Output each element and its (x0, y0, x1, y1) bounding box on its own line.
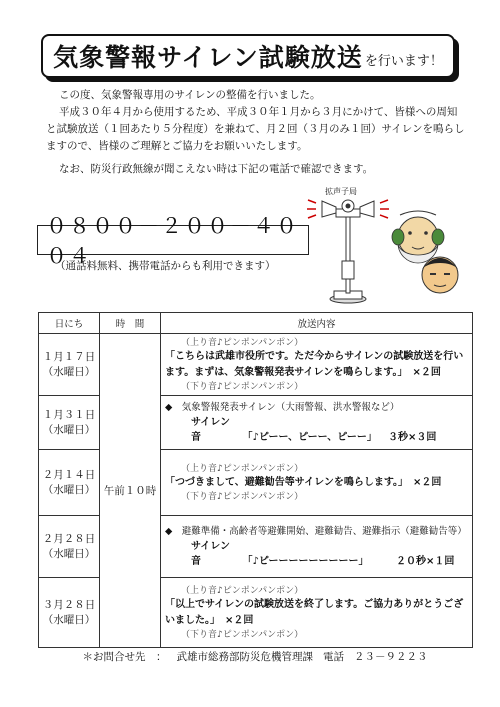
day-text: （水曜日） (42, 613, 96, 626)
siren-type-text: ◆ 気象警報発表サイレン（大雨警報、洪水警報など） (165, 402, 400, 413)
day-text: （水曜日） (42, 547, 96, 560)
day-text: （水曜日） (42, 423, 96, 436)
chime-up-text: （上り音♪ピンポンパンポン） (181, 585, 304, 596)
column-header-time: 時 間 (100, 313, 161, 334)
table-header-row (39, 313, 473, 334)
contact-tel-label: 電話 (323, 651, 344, 663)
intro-paragraph: なお、防災行政無線が聞こえない時は下記の電話で確認できます。 (59, 163, 374, 175)
contact-label: ＊お問合せ先 ： (82, 651, 167, 663)
date-text: １月３１日 (42, 408, 96, 421)
column-header-content: 放送内容 (161, 313, 473, 334)
intro-paragraph: この度、気象警報専用のサイレンの整備を行いました。 (59, 89, 321, 101)
elder-face-icon (392, 211, 444, 263)
siren-pole-icon (307, 200, 389, 303)
date-text: ２月２８日 (42, 532, 96, 545)
siren-sound-line (165, 539, 468, 569)
announcement-text: 「以上でサイレンの試験放送を終了します。ご協力ありがとうございました。」 ×２回 (165, 598, 464, 626)
siren-sound: 「♪ピーーーーーーーーー」 (242, 556, 369, 567)
date-text: ３月２８日 (42, 598, 96, 611)
speaker-label: 拡声子局 (325, 187, 357, 196)
contact-tel: ２３－９２２３ (354, 651, 428, 663)
chime-up-text: （上り音♪ピンポンパンポン） (181, 337, 304, 348)
content-cell (161, 334, 473, 396)
siren-sound: 「♪ピーー、ピーー、ピーー」 (242, 432, 377, 443)
date-cell (39, 334, 100, 396)
siren-tower-illustration (300, 193, 470, 308)
siren-count: ３秒×３回 (387, 432, 437, 443)
phone-note: （通話料無料、携帯電話からも利用できます） (55, 260, 276, 272)
siren-label: サイレン音 (191, 417, 231, 443)
contact-footer (38, 649, 472, 664)
content-cell (161, 516, 473, 578)
siren-label: サイレン音 (191, 541, 231, 567)
siren-count: ２０秒×１回 (395, 556, 455, 567)
content-cell (161, 578, 473, 648)
announcement-text: 「こちらは武雄市役所です。ただ今からサイレンの試験放送を行います。まずは、気象警報発表サイレンを鳴らします。」 ×２回 (165, 350, 464, 378)
man-face-icon (422, 257, 458, 293)
date-cell (39, 516, 100, 578)
column-header-date: 日にち (39, 313, 100, 334)
date-cell (39, 450, 100, 516)
content-cell (161, 450, 473, 516)
day-text: （水曜日） (42, 365, 96, 378)
page-title: 気象警報サイレン試験放送 (53, 43, 363, 72)
date-text: ２月１４日 (42, 468, 96, 481)
chime-up-text: （上り音♪ピンポンパンポン） (181, 463, 304, 474)
chime-down-text: （下り音♪ピンポンパンポン） (181, 381, 304, 392)
page-title-suffix: を行います！ (364, 53, 443, 69)
content-cell (161, 396, 473, 450)
intro-paragraph: 平成３０年４月から使用するため、平成３０年１月から３月にかけて、皆様への周知と試験放送（１回あたり５分程度）を兼ねて、月２回（３月のみ１回）サイレンを鳴らしますので、皆様のご理解とご協力をお願いいたします。 (46, 106, 465, 152)
title-box (41, 34, 455, 78)
announcement-text: 「つづきまして、避難勧告等サイレンを鳴らします。」 ×２回 (165, 476, 442, 488)
date-cell (39, 396, 100, 450)
schedule-table (38, 312, 473, 648)
contact-org: 武雄市総務部防災危機管理課 (176, 651, 313, 663)
date-cell (39, 578, 100, 648)
siren-type-text: ◆ 避難準備・高齢者等避難開始、避難勧告、避難指示（避難勧告等） (165, 526, 467, 537)
date-text: １月１７日 (42, 350, 96, 363)
chime-down-text: （下り音♪ピンポンパンポン） (181, 491, 304, 502)
intro-text (46, 87, 466, 178)
siren-sound-line (165, 415, 468, 445)
time-cell: 午前１０時 (100, 334, 161, 648)
phone-number: ０８００－２００－４００４ (37, 225, 309, 255)
chime-down-text: （下り音♪ピンポンパンポン） (181, 629, 304, 640)
day-text: （水曜日） (42, 483, 96, 496)
table-row (39, 334, 473, 396)
